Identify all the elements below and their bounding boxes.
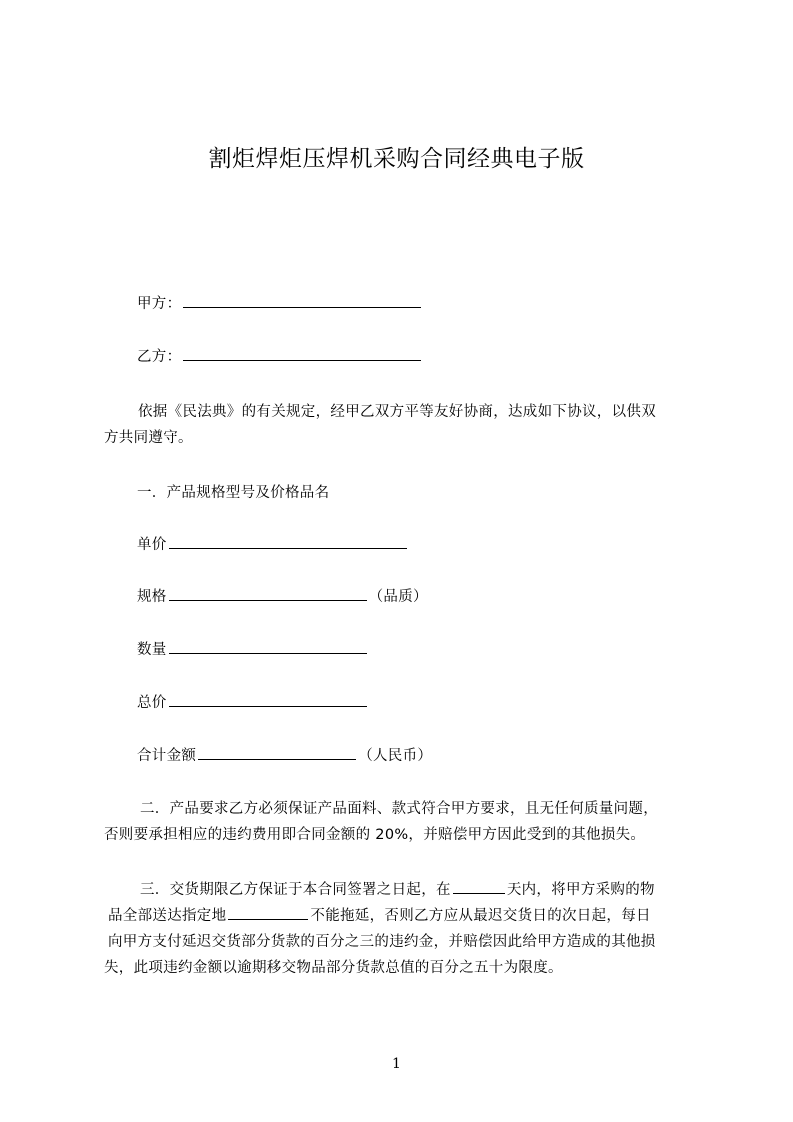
delivery-days-blank xyxy=(453,881,505,894)
section3-line-3: 向甲方支付延迟交货部分货款的百分之三的违约金，并赔偿因此给甲方造成的其他损 xyxy=(108,934,656,950)
section2-line-1: 二．产品要求乙方必须保证产品面料、款式符合甲方要求，且无任何质量问题， xyxy=(140,801,658,817)
party-b-line xyxy=(137,345,423,366)
section2-line-2: 否则要承担相应的违约费用即合同金额的 20%，并赔偿甲方因此受到的其他损失。 xyxy=(104,827,646,843)
section3-line-1-b: 天内，将甲方采购的物 xyxy=(506,882,655,898)
quantity-label: 数量 xyxy=(137,642,167,658)
party-a-blank xyxy=(183,295,421,308)
spec-label: 规格 xyxy=(137,589,167,605)
section3-line-2-a: 品全部送达指定地 xyxy=(108,908,227,924)
total-price-line xyxy=(137,691,369,712)
quantity-line xyxy=(137,638,369,659)
unit-price-line xyxy=(137,533,409,554)
intro-line-1: 依据《民法典》的有关规定，经甲乙双方平等友好协商，达成如下协议，以供双 xyxy=(138,404,656,420)
spec-blank xyxy=(169,588,367,601)
unit-price-label: 单价 xyxy=(137,537,167,553)
document-title: 割炬焊炬压焊机采购合同经典电子版 xyxy=(208,146,585,172)
spec-line xyxy=(137,585,428,606)
section3-line-2 xyxy=(108,904,651,925)
section3-line-1-a: 三．交货期限乙方保证于本合同签署之日起，在 xyxy=(140,882,451,898)
quantity-blank xyxy=(169,641,367,654)
unit-price-blank xyxy=(169,536,407,549)
party-b-blank xyxy=(183,348,421,361)
sum-amount-line xyxy=(137,744,432,765)
intro-line-2: 方共同遵守。 xyxy=(104,430,193,446)
section3-line-1 xyxy=(140,878,655,899)
section3-line-4: 失，此项违约金额以逾期移交物品部分货款总值的百分之五十为限度。 xyxy=(104,960,563,976)
section3-line-2-b: 不能拖延，否则乙方应从最迟交货日的次日起，每日 xyxy=(310,908,651,924)
party-a-line xyxy=(137,292,423,313)
spec-suffix: （品质） xyxy=(368,589,428,605)
sum-amount-blank xyxy=(198,747,356,760)
party-b-label: 乙方： xyxy=(137,349,182,365)
sum-amount-suffix: （人民币） xyxy=(358,748,433,764)
party-a-label: 甲方： xyxy=(137,296,182,312)
page-number: 1 xyxy=(392,1056,401,1072)
sum-amount-label: 合计金额 xyxy=(137,748,197,764)
total-price-blank xyxy=(169,694,367,707)
section1-heading: 一．产品规格型号及价格品名 xyxy=(137,485,330,501)
delivery-place-blank xyxy=(228,907,308,920)
total-price-label: 总价 xyxy=(137,695,167,711)
